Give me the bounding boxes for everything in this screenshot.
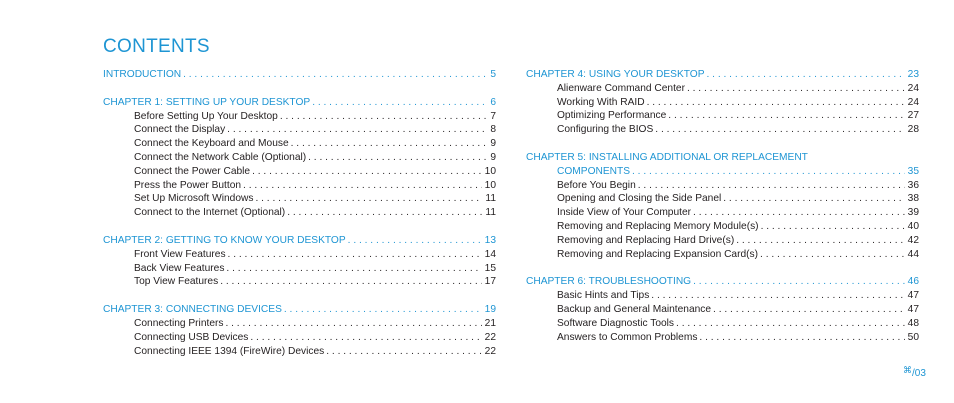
toc-chapter-continued[interactable] bbox=[526, 165, 919, 179]
toc-chapter-page: 13 bbox=[484, 234, 496, 246]
toc-chapter-page: 5 bbox=[490, 69, 496, 80]
toc-entry[interactable] bbox=[103, 317, 496, 331]
toc-entry-page: 36 bbox=[907, 179, 919, 191]
dot-leader bbox=[647, 96, 905, 110]
dot-leader bbox=[243, 179, 482, 193]
dot-leader bbox=[280, 110, 487, 124]
toc-entry[interactable] bbox=[526, 206, 919, 220]
toc-entry[interactable] bbox=[526, 109, 919, 123]
toc-entry[interactable] bbox=[103, 248, 496, 262]
toc-entry[interactable] bbox=[103, 345, 496, 359]
dot-leader bbox=[284, 303, 482, 317]
dot-leader bbox=[632, 165, 905, 179]
toc-entry-page: 10 bbox=[484, 165, 496, 177]
toc-chapter-title: CHAPTER 1: SETTING UP YOUR DESKTOP bbox=[103, 96, 311, 108]
dot-leader bbox=[723, 192, 904, 206]
toc-entry-title: Top View Features bbox=[134, 276, 219, 288]
toc-entry-title: Press the Power Button bbox=[134, 179, 242, 191]
dot-leader bbox=[761, 220, 905, 234]
toc-entry-page: 39 bbox=[907, 207, 919, 219]
dot-leader bbox=[760, 248, 905, 262]
toc-entry-title: Removing and Replacing Memory Module(s) bbox=[557, 220, 759, 232]
toc-entry-page: 9 bbox=[490, 138, 496, 150]
toc-entry[interactable] bbox=[103, 179, 496, 193]
toc-entry-title: Inside View of Your Computer bbox=[557, 207, 692, 219]
toc-entry-title: Connecting IEEE 1394 (FireWire) Devices bbox=[134, 345, 325, 357]
dot-leader bbox=[693, 206, 905, 220]
toc-chapter-title: CHAPTER 3: CONNECTING DEVICES bbox=[103, 304, 282, 316]
toc-entry-title: Connect to the Internet (Optional) bbox=[134, 207, 286, 219]
dot-leader bbox=[312, 96, 487, 110]
dot-leader bbox=[255, 192, 482, 206]
toc-entry-page: 24 bbox=[907, 96, 919, 108]
toc-right-column bbox=[526, 68, 919, 358]
toc-entry-title: Connect the Display bbox=[134, 124, 226, 136]
toc-chapter-page: 6 bbox=[490, 96, 496, 108]
dot-leader bbox=[713, 303, 905, 317]
toc-entry-page: 8 bbox=[490, 124, 496, 136]
toc-entry-page: 17 bbox=[484, 276, 496, 288]
toc-entry-title: Optimizing Performance bbox=[557, 110, 667, 122]
dot-leader bbox=[707, 68, 905, 82]
toc-entry-title: Set Up Microsoft Windows bbox=[134, 193, 254, 205]
dot-leader bbox=[348, 234, 482, 248]
toc-entry-title: Working With RAID bbox=[557, 96, 645, 108]
toc-chapter-title: CHAPTER 5: INSTALLING ADDITIONAL OR REPLACEMENT bbox=[526, 151, 808, 163]
dot-leader bbox=[227, 123, 487, 137]
toc-entry[interactable] bbox=[103, 192, 496, 206]
toc-section bbox=[103, 303, 496, 358]
dot-leader bbox=[291, 137, 488, 151]
toc-entry[interactable] bbox=[526, 192, 919, 206]
toc-entry-page: 48 bbox=[907, 317, 919, 329]
dot-leader bbox=[287, 206, 482, 220]
toc-chapter-page: 23 bbox=[907, 69, 919, 80]
toc-entry-title: Front View Features bbox=[134, 248, 226, 260]
dot-leader bbox=[638, 179, 905, 193]
toc-entry[interactable] bbox=[526, 82, 919, 96]
toc-entry[interactable] bbox=[103, 262, 496, 276]
toc-entry[interactable] bbox=[103, 123, 496, 137]
toc-section bbox=[103, 96, 496, 220]
toc-entry-page: 24 bbox=[907, 82, 919, 94]
alien-head-icon: ⌘ bbox=[903, 365, 912, 375]
toc-left-column bbox=[103, 68, 496, 372]
toc-chapter-title: CHAPTER 4: USING YOUR DESKTOP bbox=[526, 69, 705, 80]
toc-chapter-page: 19 bbox=[484, 304, 496, 316]
dot-leader bbox=[228, 248, 482, 262]
toc-entry[interactable] bbox=[103, 331, 496, 345]
toc-entry-page: 11 bbox=[485, 207, 496, 219]
toc-entry[interactable] bbox=[526, 331, 919, 345]
dot-leader bbox=[699, 331, 904, 345]
toc-entry-title: Configuring the BIOS bbox=[557, 124, 654, 136]
toc-entry[interactable] bbox=[526, 317, 919, 331]
dot-leader bbox=[226, 262, 481, 276]
toc-entry-title: Connecting USB Devices bbox=[134, 331, 249, 343]
toc-entry-title: Basic Hints and Tips bbox=[557, 290, 650, 302]
toc-entry-page: 40 bbox=[907, 220, 919, 232]
toc-entry-page: 14 bbox=[484, 248, 496, 260]
toc-entry-page: 42 bbox=[907, 234, 919, 246]
toc-entry-page: 10 bbox=[484, 179, 496, 191]
dot-leader bbox=[308, 151, 487, 165]
toc-entry-title: Back View Features bbox=[134, 262, 225, 274]
toc-entry-title: Answers to Common Problems bbox=[557, 331, 698, 343]
toc-entry-title: Connecting Printers bbox=[134, 317, 224, 329]
toc-chapter[interactable] bbox=[103, 96, 496, 110]
toc-entry-page: 15 bbox=[484, 262, 496, 274]
toc-entry-title: Opening and Closing the Side Panel bbox=[557, 193, 722, 205]
toc-section bbox=[526, 275, 919, 344]
toc-entry-page: 22 bbox=[484, 331, 496, 343]
toc-entry-title: Software Diagnostic Tools bbox=[557, 317, 675, 329]
dot-leader bbox=[687, 82, 905, 96]
toc-entry-title: Before Setting Up Your Desktop bbox=[134, 110, 278, 122]
page-number bbox=[903, 365, 926, 379]
toc-entry-title: Connect the Network Cable (Optional) bbox=[134, 151, 307, 163]
toc-chapter-title: CHAPTER 2: GETTING TO KNOW YOUR DESKTOP bbox=[103, 234, 346, 246]
toc-chapter[interactable] bbox=[103, 234, 496, 248]
toc-entry[interactable] bbox=[526, 179, 919, 193]
dot-leader bbox=[326, 345, 481, 359]
dot-leader bbox=[668, 109, 904, 123]
toc-entry-title: Before You Begin bbox=[557, 179, 636, 191]
toc-entry-title: Connect the Power Cable bbox=[134, 165, 251, 177]
dot-leader bbox=[655, 123, 904, 137]
toc-entry-title: Backup and General Maintenance bbox=[557, 303, 712, 315]
toc-entry-title: Removing and Replacing Expansion Card(s) bbox=[557, 248, 759, 260]
dot-leader bbox=[220, 275, 481, 289]
dot-leader bbox=[651, 289, 904, 303]
dot-leader bbox=[693, 275, 905, 289]
toc-entry[interactable] bbox=[103, 110, 496, 124]
toc-entry-page: 47 bbox=[907, 303, 919, 315]
toc-entry-page: 38 bbox=[907, 193, 919, 205]
toc-entry-page: 28 bbox=[907, 124, 919, 136]
toc-entry-page: 44 bbox=[907, 248, 919, 260]
toc-chapter-title: CHAPTER 6: TROUBLESHOOTING bbox=[526, 276, 692, 288]
toc-section bbox=[526, 151, 919, 261]
toc-chapter[interactable] bbox=[103, 68, 496, 82]
toc-entry-page: 11 bbox=[485, 193, 496, 205]
toc-entry[interactable] bbox=[103, 165, 496, 179]
toc-entry[interactable] bbox=[526, 123, 919, 137]
toc-entry-page: 21 bbox=[484, 317, 496, 329]
page-title: CONTENTS bbox=[103, 36, 210, 57]
toc-entry[interactable] bbox=[526, 303, 919, 317]
toc-chapter[interactable] bbox=[526, 275, 919, 289]
dot-leader bbox=[676, 317, 905, 331]
page-number-text: /03 bbox=[912, 368, 926, 379]
toc-chapter[interactable] bbox=[103, 303, 496, 317]
toc-entry-page: 22 bbox=[484, 345, 496, 357]
toc-entry-page: 9 bbox=[490, 151, 496, 163]
toc-chapter[interactable] bbox=[526, 68, 919, 82]
toc-entry-page: 27 bbox=[907, 110, 919, 122]
toc-entry[interactable] bbox=[526, 220, 919, 234]
toc-chapter-title: INTRODUCTION bbox=[103, 69, 182, 80]
toc-chapter-page: 35 bbox=[907, 165, 919, 177]
toc-entry-title: Removing and Replacing Hard Drive(s) bbox=[557, 234, 735, 246]
toc-section bbox=[103, 68, 496, 82]
toc-entry-page: 47 bbox=[907, 290, 919, 302]
dot-leader bbox=[183, 68, 487, 82]
toc-entry[interactable] bbox=[526, 289, 919, 303]
toc-entry[interactable] bbox=[103, 275, 496, 289]
toc-entry-title: Connect the Keyboard and Mouse bbox=[134, 138, 289, 150]
toc-entry-page: 7 bbox=[490, 110, 496, 122]
toc-entry[interactable] bbox=[526, 96, 919, 110]
toc-entry-page: 50 bbox=[907, 331, 919, 343]
toc-entry-title: Alienware Command Center bbox=[557, 82, 685, 94]
toc-entry[interactable] bbox=[526, 248, 919, 262]
toc-section bbox=[526, 68, 919, 137]
toc-entry[interactable] bbox=[103, 151, 496, 165]
toc-chapter-title-cont: COMPONENTS bbox=[557, 165, 631, 177]
dot-leader bbox=[225, 317, 481, 331]
toc-section bbox=[103, 234, 496, 289]
dot-leader bbox=[252, 165, 482, 179]
toc-chapter-page: 46 bbox=[907, 276, 919, 288]
toc-chapter[interactable] bbox=[526, 151, 919, 165]
toc-entry[interactable] bbox=[103, 206, 496, 220]
dot-leader bbox=[736, 234, 904, 248]
dot-leader bbox=[250, 331, 481, 345]
toc-entry[interactable] bbox=[103, 137, 496, 151]
toc-entry[interactable] bbox=[526, 234, 919, 248]
